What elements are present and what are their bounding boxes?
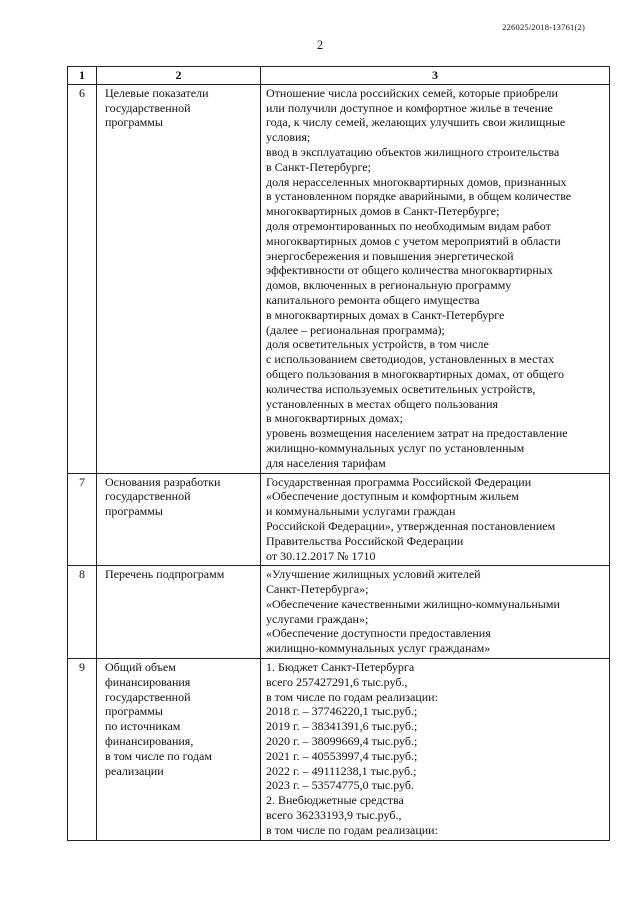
content-line: 2023 г. – 53574775,0 тыс.руб. bbox=[266, 778, 414, 793]
content-line: Правительства Российской Федерации bbox=[266, 533, 464, 548]
content-line: «Улучшение жилищных условий жителей bbox=[266, 567, 481, 582]
content-line: Санкт-Петербурга»; bbox=[266, 582, 369, 597]
table-row bbox=[68, 566, 610, 659]
content-line: домов, включенных в региональную программу bbox=[266, 278, 512, 293]
row-title bbox=[97, 473, 261, 566]
row-number: 8 bbox=[68, 566, 97, 659]
content-line: доля отремонтированных по необходимым видам работ bbox=[266, 218, 551, 233]
content-line: 2. Внебюджетные средства bbox=[266, 793, 404, 808]
content-line: с использованием светодиодов, установленных в местах bbox=[266, 352, 555, 367]
content-line: условия; bbox=[266, 130, 311, 145]
content-line: 2021 г. – 40553997,4 тыс.руб.; bbox=[266, 748, 418, 763]
content-line: в многоквартирных домах; bbox=[266, 411, 404, 426]
header-col-2: 2 bbox=[97, 67, 261, 85]
program-passport-table bbox=[67, 66, 610, 841]
header-col-3: 3 bbox=[261, 67, 610, 85]
title-line: реализации bbox=[105, 763, 164, 778]
title-line: программы bbox=[105, 704, 163, 719]
content-line: для населения тарифам bbox=[266, 455, 386, 470]
header-col-1: 1 bbox=[68, 67, 97, 85]
row-number: 7 bbox=[68, 473, 97, 566]
title-line: Основания разработки bbox=[105, 474, 221, 489]
content-line: «Обеспечение доступным и комфортным жильем bbox=[266, 489, 519, 504]
title-line: программы bbox=[105, 504, 163, 519]
content-line: установленных в местах общего пользования bbox=[266, 396, 499, 411]
content-line: доля нерасселенных многоквартирных домов, признанных bbox=[266, 174, 567, 189]
document-number: 226025/2018-13761(2) bbox=[502, 22, 585, 32]
content-line: Российской Федерации», утвержденная постановлением bbox=[266, 518, 556, 533]
row-title bbox=[97, 84, 261, 473]
title-line: по источникам bbox=[105, 719, 181, 734]
content-line: многоквартирных домов с учетом мероприятий в области bbox=[266, 233, 561, 248]
title-line: Перечень подпрограмм bbox=[105, 567, 225, 582]
header-row bbox=[68, 67, 610, 85]
content-line: года, к числу семей, желающих улучшить свои жилищные bbox=[266, 115, 566, 130]
content-line: и коммунальными услугами граждан bbox=[266, 504, 456, 519]
content-line: энергосбережения и повышения энергетической bbox=[266, 248, 514, 263]
row-content bbox=[261, 84, 610, 473]
title-line: Целевые показатели bbox=[105, 85, 209, 100]
content-line: эффективности от общего количества многоквартирных bbox=[266, 263, 553, 278]
content-line: многоквартирных домов в Санкт-Петербурге; bbox=[266, 204, 500, 219]
row-title bbox=[97, 566, 261, 659]
content-line: 2019 г. – 38341391,6 тыс.руб.; bbox=[266, 719, 418, 734]
row-content bbox=[261, 566, 610, 659]
content-line: всего 257427291,6 тыс.руб., bbox=[266, 674, 408, 689]
content-line: 2020 г. – 38099669,4 тыс.руб.; bbox=[266, 734, 418, 749]
row-number: 9 bbox=[68, 659, 97, 841]
title-line: государственной bbox=[105, 689, 191, 704]
content-line: уровень возмещения населением затрат на предоставление bbox=[266, 426, 568, 441]
table-row bbox=[68, 659, 610, 841]
content-line: или получили доступное и комфортное жилье в течение bbox=[266, 100, 553, 115]
table-body bbox=[68, 84, 610, 840]
title-line: государственной bbox=[105, 489, 191, 504]
content-line: количества используемых осветительных устройств, bbox=[266, 381, 536, 396]
table-header bbox=[68, 67, 610, 85]
title-line: государственной bbox=[105, 100, 191, 115]
content-line: услугами граждан»; bbox=[266, 611, 369, 626]
table-row bbox=[68, 84, 610, 473]
content-line: «Обеспечение доступности предоставления bbox=[266, 626, 491, 641]
content-line: капитального ремонта общего имущества bbox=[266, 292, 480, 307]
content-line: 1. Бюджет Санкт-Петербурга bbox=[266, 660, 415, 675]
content-line: 2022 г. – 49111238,1 тыс.руб.; bbox=[266, 763, 417, 778]
title-line: финансирования bbox=[105, 674, 191, 689]
page-number: 2 bbox=[316, 38, 324, 52]
content-line: доля осветительных устройств, в том числе bbox=[266, 337, 489, 352]
content-line: в Санкт-Петербурге; bbox=[266, 159, 371, 174]
content-line: Государственная программа Российской Федерации bbox=[266, 474, 532, 489]
content-line: жилищно-коммунальных услуг гражданам» bbox=[266, 641, 491, 656]
title-line: программы bbox=[105, 115, 163, 130]
content-line: в том числе по годам реализации: bbox=[266, 822, 438, 837]
content-line: всего 36233193,9 тыс.руб., bbox=[266, 808, 402, 823]
table-row bbox=[68, 473, 610, 566]
content-line: ввод в эксплуатацию объектов жилищного строительства bbox=[266, 144, 560, 159]
content-line: в том числе по годам реализации: bbox=[266, 689, 438, 704]
row-content bbox=[261, 659, 610, 841]
title-line: в том числе по годам bbox=[105, 748, 212, 763]
content-line: жилищно-коммунальных услуг по установленным bbox=[266, 440, 525, 455]
content-line: Отношение числа российских семей, которые приобрели bbox=[266, 85, 558, 100]
title-line: финансирования, bbox=[105, 734, 194, 749]
content-line: в многоквартирных домах в Санкт-Петербурге bbox=[266, 307, 505, 322]
content-line: «Обеспечение качественными жилищно-коммунальными bbox=[266, 596, 560, 611]
content-line: общего пользования в многоквартирных домах, от общего bbox=[266, 366, 564, 381]
content-line: в установленном порядке аварийными, в общем количестве bbox=[266, 189, 572, 204]
row-content bbox=[261, 473, 610, 566]
row-title bbox=[97, 659, 261, 841]
row-number: 6 bbox=[68, 84, 97, 473]
content-line: 2018 г. – 37746220,1 тыс.руб.; bbox=[266, 704, 418, 719]
title-line: Общий объем bbox=[105, 660, 176, 675]
content-line: (далее – региональная программа); bbox=[266, 322, 445, 337]
content-line: от 30.12.2017 № 1710 bbox=[266, 548, 376, 563]
